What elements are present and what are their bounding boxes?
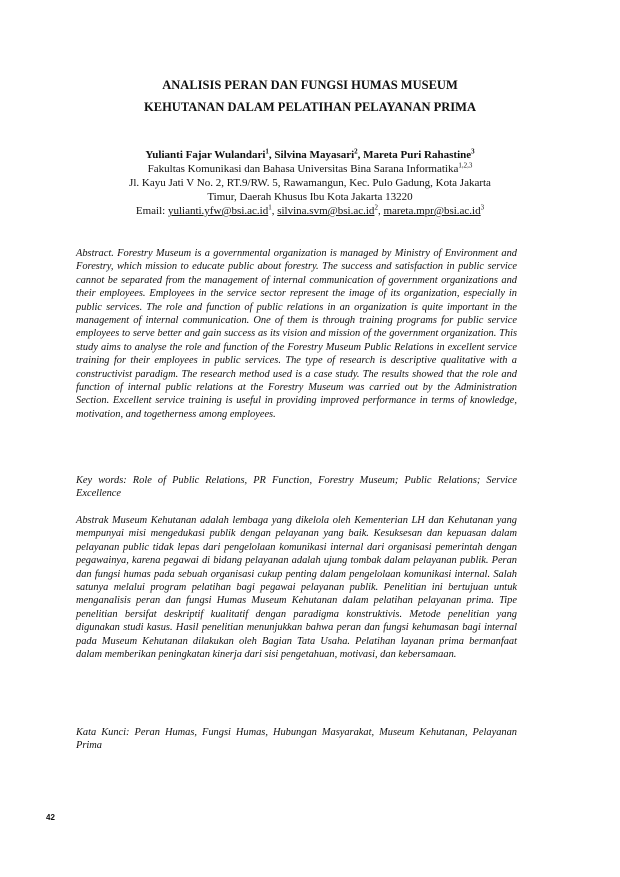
- email-label: Email:: [135, 205, 168, 217]
- title-line-2: KEHUTANAN DALAM PELATIHAN PELAYANAN PRIMA: [144, 100, 476, 114]
- abstrak-text: Museum Kehutanan adalah lembaga yang dikelola oleh Kementerian LH dan Kehutanan yang mempunyai misi mengedukasi publik dengan pelayanan yang baik. Kesuksesan dan kepuasan dalam pelayanan public tidak lepas dari pengelolaan komunikasi internal dari organisasi pemerintah dengan pegawainya, karena pegawai di bidang pelayanan adalah ujung tombak dalam pelayanan publik. Peran dan fungsi humas pada sebuah organisasi cukup penting dalam pengelolaan komunikasi internal. Salah satunya melalui program pelatihan bagi pegawai pelayanan publik. Penelitian ini bertujuan untuk menganalisis peran dan fungsi Humas Museum Kehutanan dalam pelatihan pelayanan prima. Tipe penelitian bersifat deskriptif kualitatif dengan paradigma konstruktivis. Metode penelitian yang digunakan studi kasus. Hasil penelitian menunjukkan bahwa peran dan fungsi kehumasan bagi internal pada Museum Kehutanan dilakukan oleh Bagian Tata Usaha. Pelatihan layanan prima bermanfaat dalam memberikan peningkatan kinerja dari sisi pengetahuan, motivasi, dan kebersamaan.: [76, 515, 517, 661]
- affiliation-sup: 1,2,3: [458, 161, 473, 170]
- email-link[interactable]: yulianti.yfw@bsi.ac.id: [167, 205, 269, 217]
- title-line-1: ANALISIS PERAN DAN FUNGSI HUMAS MUSEUM: [162, 78, 458, 92]
- author-name: Mareta Puri Rahastine: [363, 149, 472, 161]
- address-line-2: Timur, Daerah Khusus Ibu Kota Jakarta 13220: [207, 191, 413, 203]
- keywords-label: Key words:: [76, 475, 127, 486]
- keywords-text: Role of Public Relations, PR Function, Forestry Museum; Public Relations; Service Excellence: [76, 475, 517, 500]
- author-sup: 2: [354, 147, 358, 156]
- email-separator: ,: [271, 205, 278, 217]
- page-number: 42: [46, 813, 55, 822]
- abstrak-label: Abstrak: [76, 515, 109, 526]
- author-name: Silvina Mayasari: [274, 149, 355, 161]
- kata-kunci-text: Peran Humas, Fungsi Humas, Hubungan Masyarakat, Museum Kehutanan, Pelayanan Prima: [76, 727, 517, 752]
- affiliation-text: Fakultas Komunikasi dan Bahasa Universitas Bina Sarana Informatika: [147, 163, 459, 175]
- email-sup: 3: [480, 203, 485, 212]
- abstract-label: Abstract.: [76, 248, 114, 259]
- author-names: [60, 148, 560, 162]
- author-block: [60, 148, 560, 218]
- keywords-english: [76, 474, 517, 501]
- author-sup: 3: [471, 147, 475, 156]
- email-separator: ,: [377, 205, 384, 217]
- abstract-english: [76, 247, 517, 421]
- paper-title: [60, 74, 560, 118]
- author-separator: ,: [268, 149, 275, 161]
- email-link[interactable]: silvina.svm@bsi.ac.id: [277, 205, 375, 217]
- keywords-indonesian: [76, 726, 517, 753]
- address-line-1: Jl. Kayu Jati V No. 2, RT.9/RW. 5, Rawamangun, Kec. Pulo Gadung, Kota Jakarta: [129, 177, 491, 189]
- email-sup: 2: [374, 203, 378, 212]
- email-sup: 1: [268, 203, 272, 212]
- abstract-indonesian: [76, 514, 517, 661]
- email-line: [60, 204, 560, 218]
- email-link[interactable]: mareta.mpr@bsi.ac.id: [383, 205, 481, 217]
- abstract-text: Forestry Museum is a governmental organization is managed by Ministry of Environment and Forestry, which mission to educate public about forestry. The success and satisfaction in public service cannot be separated from the management of internal communication of government organizations and their employees. Employees in the service sector represent the image of its organization, especially in public services. The role and function of public relations in an organization is quite important in the management of internal communication. One of them is through training programs for public service employees to serve better and gain success as its vision and mission of the government organization. This study aims to analyse the role and function of the Forestry Museum Public Relations in excellent service training for their employees in public services. The type of research is descriptive qualitative with a constructivist paradigm. The research method used is a case study. The results showed that the role and function of internal public relations at the Forestry Museum was carried out by the Administration Section. Excellent service training is useful in providing improved performance in terms of knowledge, motivation, and togetherness among employees.: [76, 248, 517, 420]
- kata-kunci-label: Kata Kunci:: [76, 727, 130, 738]
- author-separator: ,: [357, 149, 364, 161]
- author-name: Yulianti Fajar Wulandari: [145, 149, 266, 161]
- affiliation: [60, 162, 560, 176]
- author-sup: 1: [265, 147, 269, 156]
